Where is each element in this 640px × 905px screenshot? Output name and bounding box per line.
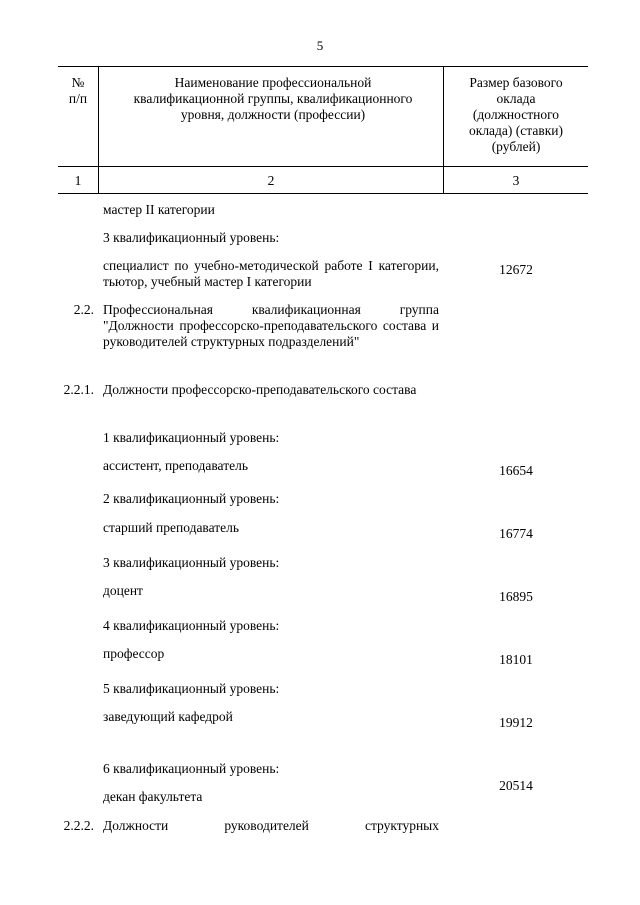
row-text: заведующий кафедрой bbox=[103, 709, 233, 724]
row-text: 2 квалификационный уровень: bbox=[103, 491, 280, 506]
row-number: 2.2. bbox=[73, 302, 94, 317]
row-text: профессор bbox=[103, 646, 165, 661]
row-text: специалист по учебно-методической работе I категории, тьютор, учебный мастер I категории bbox=[103, 258, 439, 289]
row-text: 3 квалификационный уровень: bbox=[103, 555, 280, 570]
row-text: Должности руководителей структурных bbox=[103, 818, 439, 833]
page-number: 5 bbox=[316, 38, 324, 53]
header-bottom-border bbox=[58, 166, 588, 167]
salary-value: 19912 bbox=[499, 715, 533, 730]
row-text: 1 квалификационный уровень: bbox=[103, 430, 280, 445]
row-text: Профессиональная квалификационная группа "Должности профессорско-преподавательского состава и руководителей структурных подразделений" bbox=[103, 302, 439, 349]
row-text: 4 квалификационный уровень: bbox=[103, 618, 280, 633]
header-col-name: Наименование профессиональной квалификационной группы, квалификационного уровня, должности (профессии) bbox=[133, 75, 413, 122]
column-numbers-bottom-border bbox=[58, 193, 588, 194]
salary-value: 16654 bbox=[499, 463, 533, 478]
row-text: ассистент, преподаватель bbox=[103, 458, 248, 473]
salary-value: 20514 bbox=[499, 778, 533, 793]
row-text: Должности профессорско-преподавательского состава bbox=[103, 382, 417, 397]
salary-value: 12672 bbox=[499, 262, 533, 277]
row-text: старший преподаватель bbox=[103, 520, 240, 535]
salary-value: 16895 bbox=[499, 589, 533, 604]
header-col-number: № п/п bbox=[68, 75, 88, 106]
column-number-3: 3 bbox=[512, 173, 520, 188]
row-number: 2.2.1. bbox=[63, 382, 94, 397]
table-top-border bbox=[58, 66, 588, 67]
column-number-2: 2 bbox=[267, 173, 275, 188]
salary-value: 16774 bbox=[499, 526, 533, 541]
column-number-1: 1 bbox=[74, 173, 82, 188]
row-text: 3 квалификационный уровень: bbox=[103, 230, 280, 245]
row-text: 6 квалификационный уровень: bbox=[103, 761, 280, 776]
row-number: 2.2.2. bbox=[63, 818, 94, 833]
row-text: 5 квалификационный уровень: bbox=[103, 681, 280, 696]
row-text: доцент bbox=[103, 583, 143, 598]
row-text: декан факультета bbox=[103, 789, 203, 804]
salary-value: 18101 bbox=[499, 652, 533, 667]
row-text: мастер II категории bbox=[103, 202, 215, 217]
header-col-salary: Размер базового оклада (должностного оклада) (ставки) (рублей) bbox=[469, 75, 563, 154]
